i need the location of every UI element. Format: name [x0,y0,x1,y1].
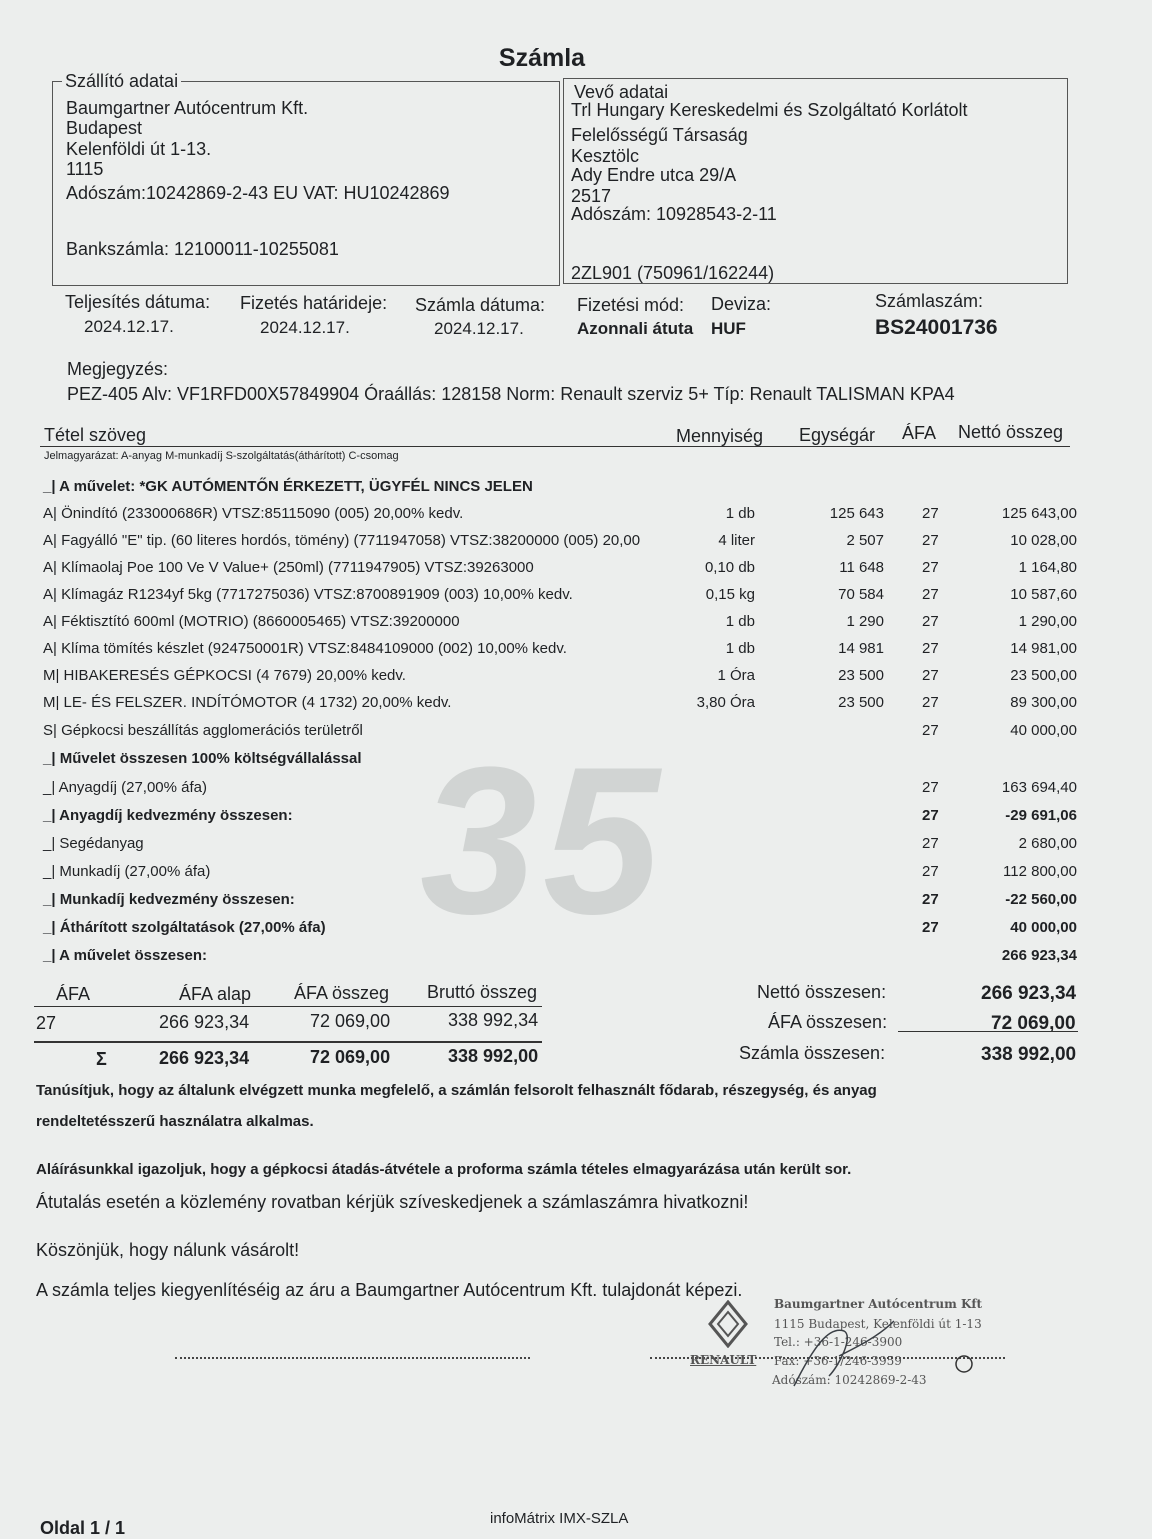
software-name: infoMátrix IMX-SZLA [490,1510,629,1527]
table-header-rule [40,446,1070,447]
item-description: M| HIBAKERESÉS GÉPKOCSI (4 7679) 20,00% kedv. [43,667,406,684]
vat-total: 72 069,00 [991,1013,1076,1034]
item-unit-price: 2 507 [846,532,884,549]
vat-summary-amount: 72 069,00 [310,1011,391,1031]
col-header-net: Nettó összeg [958,422,1064,442]
item-description: A| Klímagáz R1234yf 5kg (7717275036) VTSZ:8700891909 (003) 10,00% kedv. [43,586,573,603]
item-description: _| Művelet összesen 100% költségvállalással [43,750,362,767]
item-net-amount: 112 800,00 [1003,863,1077,880]
table-row [40,891,1080,918]
col-header-qty: Mennyiség [676,426,764,446]
item-quantity: 1 Óra [717,667,755,684]
table-row [40,694,1080,721]
item-net-amount: 10 587,60 [1010,586,1077,603]
handwritten-signature [784,1306,904,1396]
item-description: A| Klímaolaj Poe 100 Ve V Value+ (250ml) (7711947905) VTSZ:39263000 [43,559,534,576]
table-row [40,807,1080,834]
table-row [40,478,1080,505]
item-quantity: 1 db [725,505,755,522]
item-unit-price: 1 290 [846,613,884,630]
item-quantity: 0,15 kg [705,586,755,603]
item-net-amount: 163 694,40 [1001,779,1077,796]
table-row [40,947,1080,974]
certification-line-1: Tanúsítjuk, hogy az általunk elvégzett munka megfelelő, a számlán felsorolt felhasznált fődarab, részegység, és anyag [36,1082,877,1099]
table-row [40,722,1080,749]
table-row [40,667,1080,694]
item-unit-price: 125 643 [829,505,884,522]
buyer-line: Adószám: 10928543-2-11 [571,204,777,224]
table-row [40,919,1080,946]
item-net-amount: -22 560,00 [1005,891,1077,908]
supplier-bank: Bankszámla: 12100011-10255081 [66,239,339,259]
vat-summary-header-gross: Bruttó összeg [427,982,538,1002]
net-total-label: Nettó összesen: [757,982,887,1002]
buyer-code: 2ZL901 (750961/162244) [571,263,775,283]
vat-summary-gross: 338 992,34 [448,1010,539,1030]
renault-logo-icon [706,1300,750,1348]
vat-summary-base: 266 923,34 [159,1012,250,1032]
buyer-line: Trl Hungary Kereskedelmi és Szolgáltató Korlátolt [571,100,968,120]
supplier-legend: Szállító adatai [62,71,181,92]
signature-statement: Aláírásunkkal igazoljuk, hogy a gépkocsi átadás-átvétele a proforma számla tételes elmagyarázása után került sor. [36,1161,852,1178]
item-vat-rate: 27 [922,807,939,824]
document-title: Számla [498,44,586,72]
item-unit-price: 70 584 [838,586,884,603]
buyer-line: Kesztölc [571,146,640,166]
item-description: A| Féktisztító 600ml (MOTRIO) (8660005465) VTSZ:39200000 [43,613,460,630]
vat-summary-sum-gross: 338 992,00 [448,1046,539,1066]
item-vat-rate: 27 [922,640,939,657]
supplier-line: Kelenföldi út 1-13. [66,139,212,159]
item-unit-price: 14 981 [838,640,884,657]
item-unit-price: 23 500 [838,667,884,684]
vat-summary-rate: 27 [36,1013,57,1033]
item-quantity: 0,10 db [704,559,755,576]
vat-summary-sum-base: 266 923,34 [159,1048,250,1068]
supplier-line: Budapest [66,118,143,138]
invoice-number-label: Számlaszám: [875,291,984,311]
item-net-amount: 40 000,00 [1010,722,1077,739]
totals-rule [898,1031,1078,1032]
performance-date: 2024.12.17. [84,317,174,336]
item-net-amount: 40 000,00 [1010,919,1077,936]
stamp-number-circle [954,1354,974,1374]
item-quantity: 1 db [725,613,755,630]
supplier-line: Adószám:10242869-2-43 EU VAT: HU10242869 [66,183,450,203]
buyer-line: Felelősségű Társaság [571,125,748,145]
table-row [40,532,1080,559]
page-number: Oldal 1 / 1 [40,1518,126,1538]
item-net-amount: 89 300,00 [1010,694,1077,711]
item-vat-rate: 27 [922,891,939,908]
item-net-amount: 10 028,00 [1010,532,1077,549]
payment-method-label: Fizetési mód: [577,295,685,315]
item-vat-rate: 27 [922,586,939,603]
vat-summary-sum-amount: 72 069,00 [310,1047,391,1067]
item-description: A| Fagyálló "E" tip. (60 literes hordós, tömény) (7711947058) VTSZ:38200000 (005) 20,00 [43,532,641,549]
thanks-text: Köszönjük, hogy nálunk vásárolt! [36,1240,300,1260]
item-vat-rate: 27 [922,863,939,880]
ownership-notice: A számla teljes kiegyenlítéséig az áru a Baumgartner Autócentrum Kft. tulajdonát képezi. [36,1280,743,1300]
item-net-amount: 23 500,00 [1010,667,1077,684]
table-row [40,863,1080,890]
net-total: 266 923,34 [981,983,1077,1004]
vat-summary-sum-symbol: Σ [96,1049,107,1069]
item-net-amount: 266 923,34 [1001,947,1077,964]
stamp-line: Adószám: 10242869-2-43 [772,1373,927,1387]
stamp-line: Baumgartner Autócentrum Kft [774,1297,983,1311]
col-header-unit: Egységár [799,425,876,445]
buyer-signature-line [175,1357,530,1359]
item-unit-price: 23 500 [838,694,884,711]
item-vat-rate: 27 [922,559,939,576]
stamp-line: Tel.: +36-1-246-3900 [774,1335,903,1349]
buyer-line: 2517 [571,186,612,206]
table-row [40,586,1080,613]
table-row [40,835,1080,862]
item-vat-rate: 27 [922,835,939,852]
item-description: M| LE- ÉS FELSZER. INDÍTÓMOTOR (4 1732) 20,00% kedv. [43,694,452,711]
invoice-number: BS24001736 [875,316,998,339]
item-net-amount: 1 164,80 [1018,559,1077,576]
currency-label: Deviza: [711,294,772,314]
supplier-line: Baumgartner Autócentrum Kft. [66,98,309,118]
item-net-amount: 1 290,00 [1018,613,1077,630]
vat-summary-header-rule [34,1006,542,1007]
supplier-line: 1115 [66,159,104,179]
item-description: _| Anyagdíj kedvezmény összesen: [43,807,293,824]
vat-summary-header-rate: ÁFA [56,984,91,1004]
note-text: PEZ-405 Alv: VF1RFD00X57849904 Óraállás: 128158 Norm: Renault szerviz 5+ Típ: Renault TALISMAN KPA4 [67,384,955,404]
table-row [40,505,1080,532]
watermark-35: 35 [420,723,666,958]
vat-summary-header-amount: ÁFA összeg [294,983,390,1003]
item-quantity: 3,80 Óra [696,694,755,711]
buyer-legend: Vevő adatai [571,82,671,103]
certification-line-2: rendeltetésszerű használatra alkalmas. [36,1113,314,1130]
item-vat-rate: 27 [922,532,939,549]
item-vat-rate: 27 [922,722,939,739]
note-label: Megjegyzés: [67,359,169,379]
item-description: _| Munkadíj (27,00% áfa) [43,863,211,880]
gross-total-label: Számla összesen: [739,1043,886,1063]
buyer-line: Ady Endre utca 29/A [571,165,737,185]
item-net-amount: 125 643,00 [1001,505,1077,522]
due-date: 2024.12.17. [260,318,350,337]
invoice-date: 2024.12.17. [434,319,524,338]
stamp-line: Fax: +36-1/246-3959 [774,1354,902,1368]
stamp-brand: RENAULT [690,1353,757,1367]
item-quantity: 1 db [725,640,755,657]
vat-total-label: ÁFA összesen: [768,1012,888,1032]
item-description: _| Munkadíj kedvezmény összesen: [43,891,295,908]
item-quantity: 4 liter [718,532,755,549]
item-net-amount: 2 680,00 [1018,835,1077,852]
gross-total: 338 992,00 [981,1044,1077,1065]
table-row [40,559,1080,586]
transfer-notice: Átutalás esetén a közlemény rovatban kérjük szíveskedjenek a számlaszámra hivatkozni! [36,1192,749,1212]
table-row [40,640,1080,667]
item-description: _| Segédanyag [43,835,144,852]
item-net-amount: 14 981,00 [1010,640,1077,657]
item-vat-rate: 27 [922,779,939,796]
item-vat-rate: 27 [922,694,939,711]
col-header-vat: ÁFA [902,423,937,443]
item-net-amount: -29 691,06 [1005,807,1077,824]
currency: HUF [711,319,746,338]
item-description: _| A művelet összesen: [43,947,207,964]
performance-date-label: Teljesítés dátuma: [65,292,211,312]
item-unit-price: 11 648 [839,559,884,576]
table-row [40,613,1080,640]
vat-summary-sum-rule [34,1041,542,1043]
item-description: A| Önindító (233000686R) VTSZ:85115090 (005) 20,00% kedv. [43,505,464,522]
stamp-line: 1115 Budapest, Kelenföldi út 1-13 [774,1317,982,1331]
item-vat-rate: 27 [922,613,939,630]
item-description: _| A művelet: *GK AUTÓMENTŐN ÉRKEZETT, ÜGYFÉL NINCS JELEN [43,478,533,495]
item-vat-rate: 27 [922,505,939,522]
table-row [40,750,1080,777]
item-description: _| Anyagdíj (27,00% áfa) [43,779,208,796]
item-description: _| Áthárított szolgáltatások (27,00% áfa) [43,919,326,936]
col-header-desc: Tétel szöveg [44,425,147,445]
vat-summary-header-base: ÁFA alap [179,984,252,1004]
table-row [40,779,1080,806]
payment-method: Azonnali átuta [577,319,694,338]
item-description: A| Klíma tömítés készlet (924750001R) VTSZ:8484109000 (002) 10,00% kedv. [43,640,567,657]
invoice-date-label: Számla dátuma: [415,295,546,315]
table-legend: Jelmagyarázat: A-anyag M-munkadíj S-szolgáltatás(áthárított) C-csomag [44,450,399,462]
due-date-label: Fizetés határideje: [240,293,388,313]
item-vat-rate: 27 [922,919,939,936]
item-vat-rate: 27 [922,667,939,684]
item-description: S| Gépkocsi beszállítás agglomerációs területről [43,722,363,739]
